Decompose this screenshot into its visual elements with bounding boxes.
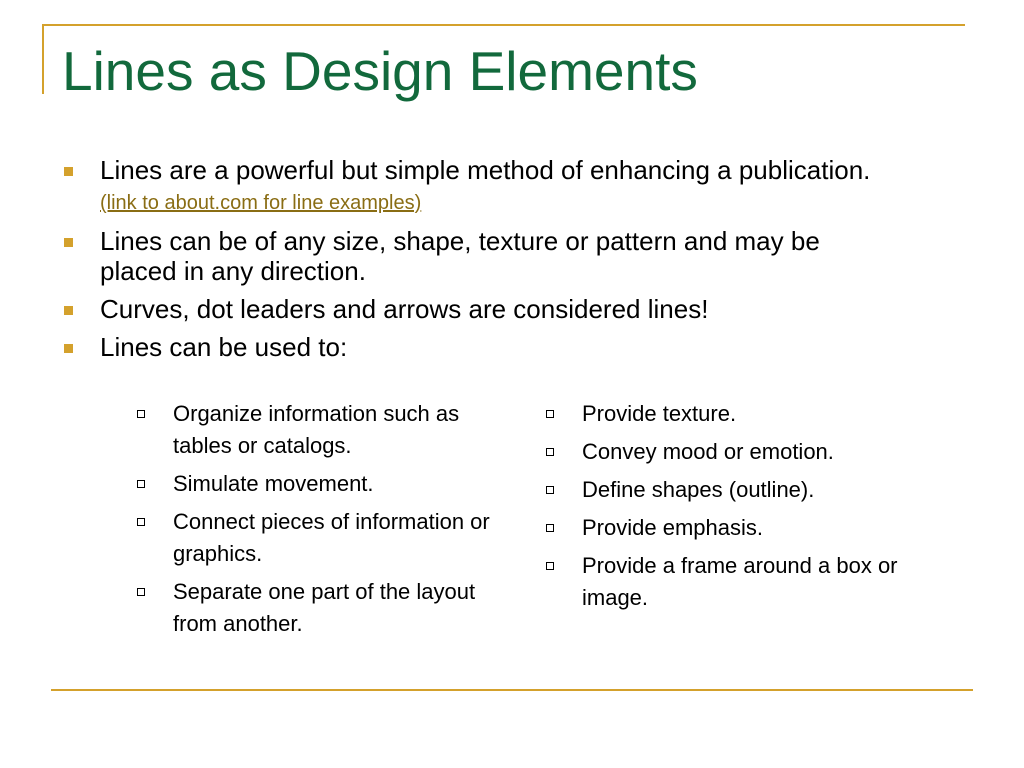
sub-bullet-item	[544, 398, 944, 430]
hollow-square-bullet-icon	[137, 518, 145, 526]
sub-bullet-text: Convey mood or emotion.	[582, 439, 834, 464]
sub-bullet-item	[544, 512, 944, 544]
hollow-square-bullet-icon	[546, 486, 554, 494]
sub-bullet-text: Provide emphasis.	[582, 515, 763, 540]
bullet-item	[62, 332, 882, 362]
sub-bullet-item	[544, 474, 944, 506]
frame-bottom-rule	[51, 689, 973, 691]
square-bullet-icon	[64, 344, 73, 353]
line-examples-link[interactable]: (link to about.com for line examples)	[100, 192, 422, 214]
bullet-text: Lines are a powerful but simple method of enhancing a publication.	[100, 155, 871, 185]
square-bullet-icon	[64, 306, 73, 315]
sub-bullet-item	[135, 506, 495, 570]
hollow-square-bullet-icon	[546, 562, 554, 570]
hollow-square-bullet-icon	[546, 448, 554, 456]
sub-bullet-text: Connect pieces of information or graphics.	[173, 509, 490, 566]
frame-left-rule	[42, 24, 44, 94]
sub-bullet-item	[544, 550, 944, 614]
square-bullet-icon	[64, 238, 73, 247]
sub-bullet-item	[135, 468, 495, 500]
sub-bullet-text: Organize information such as tables or catalogs.	[173, 401, 460, 458]
uses-list-left	[135, 398, 495, 646]
main-bullet-list	[62, 155, 882, 370]
sub-bullet-item	[135, 398, 495, 462]
sub-bullet-text: Simulate movement.	[173, 471, 374, 496]
hollow-square-bullet-icon	[137, 588, 145, 596]
bullet-item	[62, 155, 882, 218]
sub-bullet-text: Provide a frame around a box or image.	[582, 553, 898, 610]
bullet-text: Curves, dot leaders and arrows are considered lines!	[100, 294, 709, 324]
hollow-square-bullet-icon	[137, 410, 145, 418]
sub-bullet-text: Provide texture.	[582, 401, 737, 426]
square-bullet-icon	[64, 167, 73, 176]
bullet-text: Lines can be of any size, shape, texture or pattern and may be placed in any direction.	[100, 226, 820, 286]
sub-bullet-item	[135, 576, 495, 640]
sub-bullet-text: Separate one part of the layout from another.	[173, 579, 476, 636]
hollow-square-bullet-icon	[137, 480, 145, 488]
frame-top-rule	[42, 24, 965, 26]
sub-bullet-text: Define shapes (outline).	[582, 477, 815, 502]
bullet-item	[62, 226, 882, 286]
hollow-square-bullet-icon	[546, 410, 554, 418]
bullet-text: Lines can be used to:	[100, 332, 348, 362]
sub-bullet-item	[544, 436, 944, 468]
hollow-square-bullet-icon	[546, 524, 554, 532]
bullet-item	[62, 294, 882, 324]
slide-title: Lines as Design Elements	[62, 40, 698, 102]
uses-list-right	[544, 398, 944, 620]
